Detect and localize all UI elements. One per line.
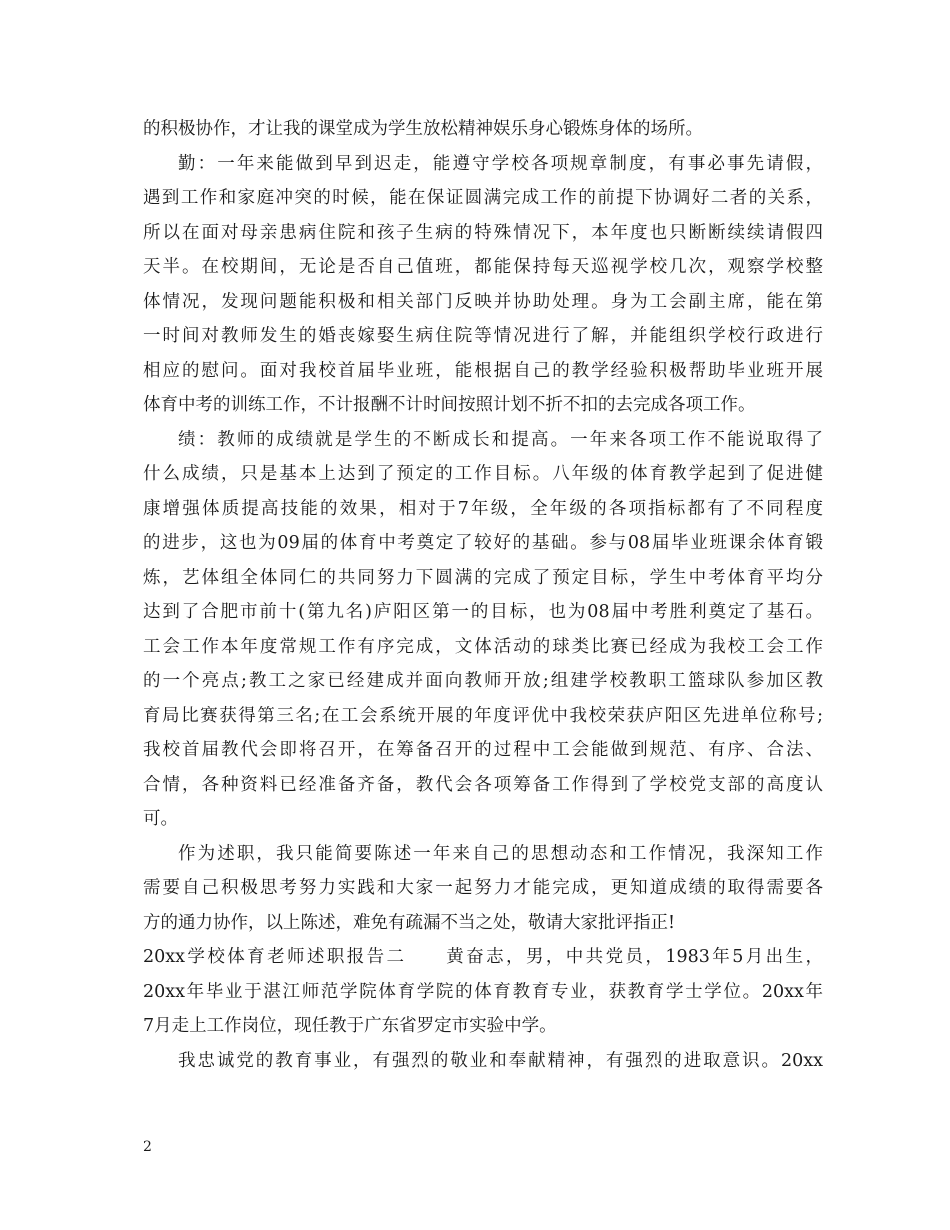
text-line: 体情况，发现问题能积极和相关部门反映并协助处理。身为工会副主席，能在第 [143,291,823,312]
text-line: 所以在面对母亲患病住院和孩子生病的特殊情况下，本年度也只断断续续请假四 [143,222,823,243]
text-line: 炼，艺体组全体同仁的共同努力下圆满的完成了预定目标，学生中考体育平均分 [143,567,823,588]
body-text [143,112,823,1078]
text-line: 20xx学校体育老师述职报告二 黄奋志，男，中共党员，1983年5月出生， [143,947,823,967]
text-line: 一时间对教师发生的婚丧嫁娶生病住院等情况进行了解，并能组织学校行政进行 [143,326,823,346]
text-line: 体育中考的训练工作，不计报酬不计时间按照计划不折不扣的去完成各项工作。 [143,395,756,415]
text-line: 的进步，这也为09届的体育中考奠定了较好的基础。参与08届毕业班课余体育锻 [143,533,823,553]
text-line: 天半。在校期间，无论是否自己值班，都能保持每天巡视学校几次，观察学校整 [143,257,823,277]
text-line: 什么成绩，只是基本上达到了预定的工作目标。八年级的体育教学起到了促进健 [143,464,823,484]
text-line: 工会工作本年度常规工作有序完成，文体活动的球类比赛已经成为我校工会工作 [143,636,823,657]
text-line: 遇到工作和家庭冲突的时候，能在保证圆满完成工作的前提下协调好二者的关系， [143,188,823,208]
text-line: 合情，各种资料已经准备齐备，教代会各项筹备工作得到了学校党支部的高度认 [143,774,823,795]
text-line: 康增强体质提高技能的效果，相对于7年级，全年级的各项指标都有了不同程度 [143,498,823,519]
text-line: 绩：教师的成绩就是学生的不断成长和提高。一年来各项工作不能说取得了 [178,429,823,450]
text-line: 需要自己积极思考努力实践和大家一起努力才能完成，更知道成绩的取得需要各 [143,878,823,898]
text-line: 勤：一年来能做到早到迟走，能遵守学校各项规章制度，有事必事先请假， [178,153,823,174]
text-line: 我忠诚党的教育事业，有强烈的敬业和奉献精神，有强烈的进取意识。20xx [178,1050,823,1071]
text-line: 20xx年毕业于湛江师范学院体育学院的体育教育专业，获教育学士学位。20xx年 [143,981,823,1002]
text-line: 7月走上工作岗位，现任教于广东省罗定市实验中学。 [143,1016,557,1036]
text-line: 育局比赛获得第三名;在工会系统开展的年度评优中我校荣获庐阳区先进单位称号; [143,705,823,726]
text-line: 达到了合肥市前十(第九名)庐阳区第一的目标，也为08届中考胜利奠定了基石。 [143,602,823,622]
page-number: 2 [143,1139,152,1155]
text-line: 方的通力协作，以上陈述，难免有疏漏不当之处，敬请大家批评指正! [143,912,676,933]
text-line: 可。 [143,809,178,829]
text-line: 的积极协作，才让我的课堂成为学生放松精神娱乐身心锻炼身体的场所。 [143,119,703,139]
text-line: 作为述职，我只能简要陈述一年来自己的思想动态和工作情况，我深知工作 [178,843,823,864]
text-line: 我校首届教代会即将召开，在筹备召开的过程中工会能做到规范、有序、合法、 [143,740,823,760]
text-line: 相应的慰问。面对我校首届毕业班，能根据自己的教学经验积极帮助毕业班开展 [143,360,823,381]
text-line: 的一个亮点;教工之家已经建成并面向教师开放;组建学校教职工篮球队参加区教 [143,671,823,691]
